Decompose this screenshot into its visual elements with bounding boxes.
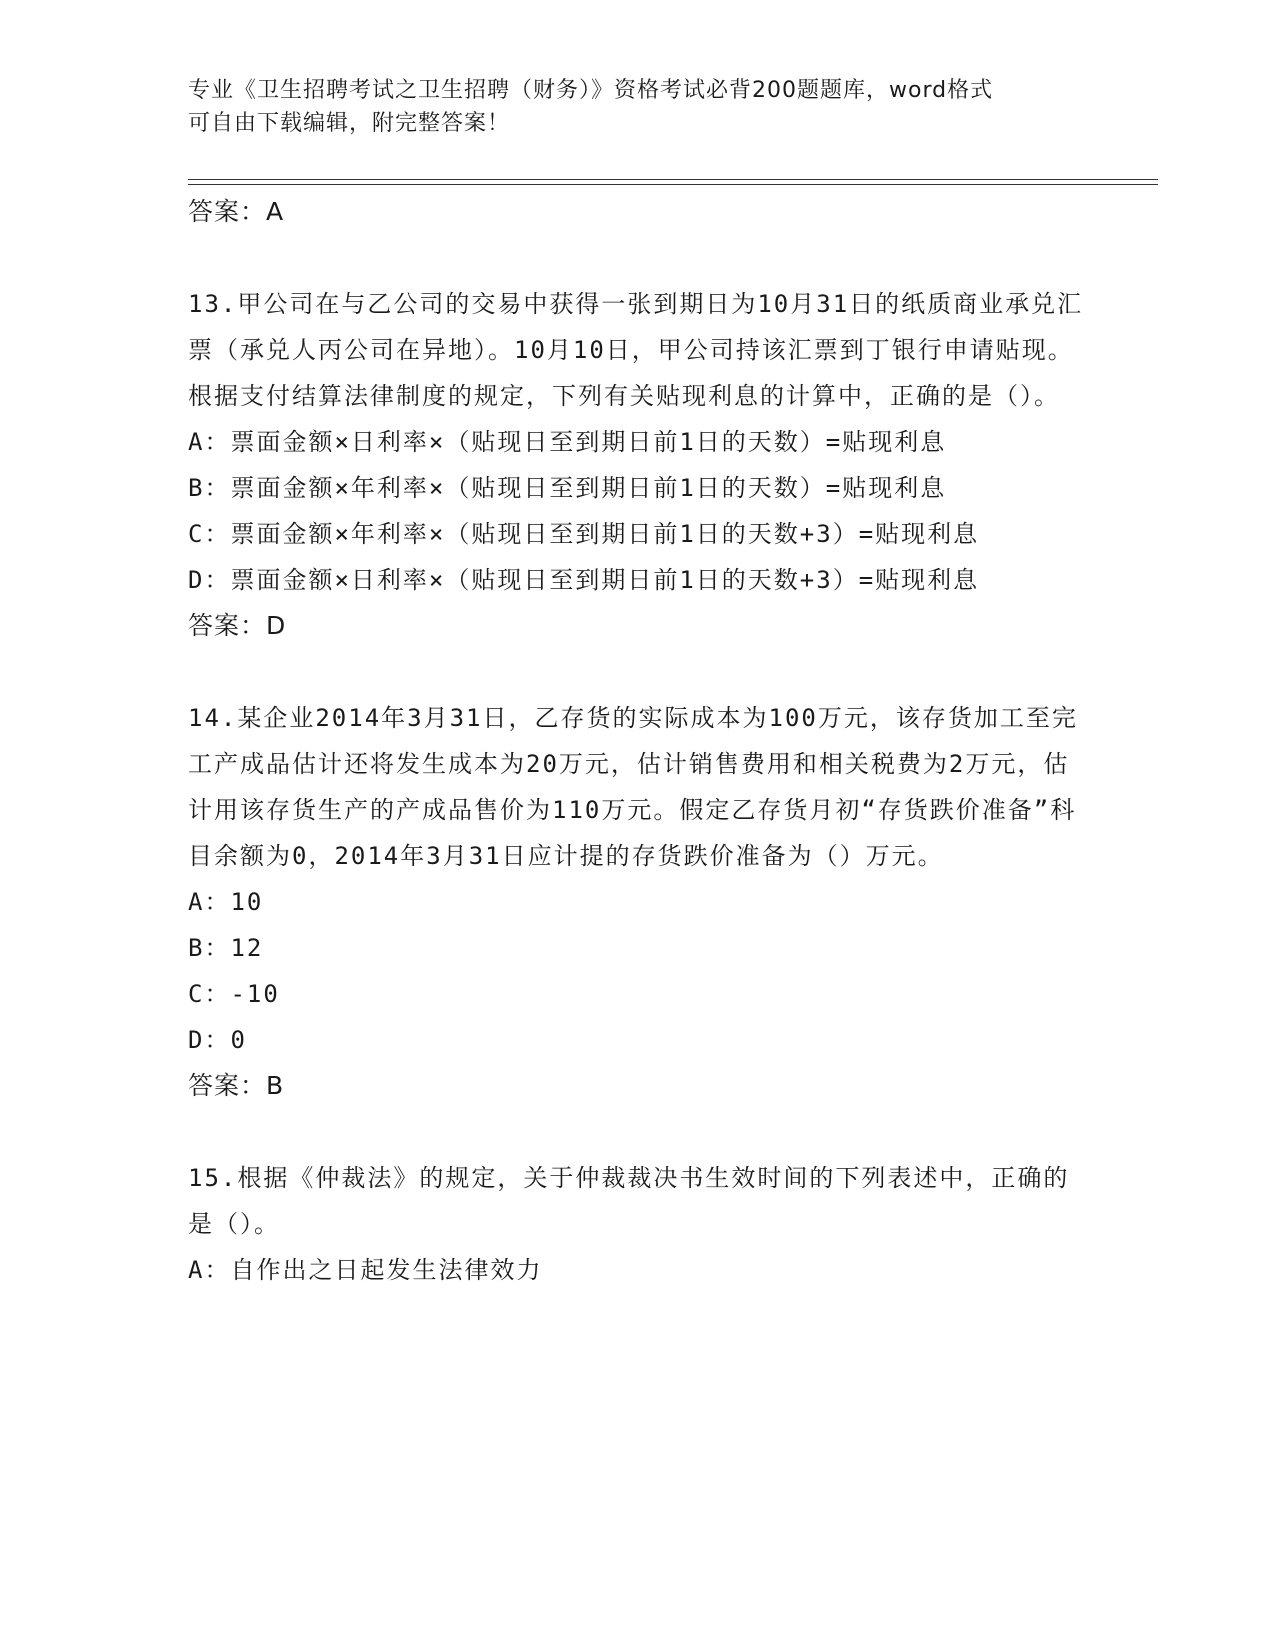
- question-15-option-a: A：自作出之日起发生法律效力: [188, 1256, 543, 1284]
- header-line-1: 专业《卫生招聘考试之卫生招聘（财务）》资格考试必背200题题库，word格式: [188, 78, 994, 103]
- answer-prev: 答案：A: [188, 197, 285, 226]
- question-13: [188, 281, 1088, 649]
- document-header: [188, 74, 1088, 140]
- question-14-answer: 答案：B: [188, 1071, 285, 1100]
- question-14: [188, 695, 1088, 1109]
- header-line-2: 可自由下载编辑，附完整答案！: [188, 111, 511, 136]
- spacer: [188, 235, 1088, 281]
- question-14-option-a: A：10: [188, 888, 264, 916]
- question-14-option-b: B：12: [188, 934, 264, 962]
- question-13-stem: 13.甲公司在与乙公司的交易中获得一张到期日为10月31日的纸质商业承兑汇票（承兑人丙公司在异地）。10月10日，甲公司持该汇票到丁银行申请贴现。根据支付结算法律制度的规定，下列有关贴现利息的计算中，正确的是（）。: [188, 290, 1084, 410]
- question-14-stem: 14.某企业2014年3月31日，乙存货的实际成本为100万元，该存货加工至完工产成品估计还将发生成本为20万元，估计销售费用和相关税费为2万元，估计用该存货生产的产成品售价为110万元。假定乙存货月初“存货跌价准备”科目余额为0，2014年3月31日应计提的存货跌价准备为（）万元。: [188, 704, 1078, 870]
- question-15-stem: 15.根据《仲裁法》的规定，关于仲裁裁决书生效时间的下列表述中，正确的是（）。: [188, 1164, 1070, 1238]
- question-14-option-c: C：-10: [188, 980, 280, 1008]
- question-14-option-d: D：0: [188, 1026, 247, 1054]
- header-rule: [188, 179, 1158, 180]
- question-13-option-d: D：票面金额×日利率×（贴现日至到期日前1日的天数+3）=贴现利息: [188, 566, 980, 594]
- question-13-option-c: C：票面金额×年利率×（贴现日至到期日前1日的天数+3）=贴现利息: [188, 520, 980, 548]
- question-15: [188, 1155, 1088, 1293]
- spacer: [188, 1109, 1088, 1155]
- document-body: [188, 189, 1088, 1293]
- question-13-option-a: A：票面金额×日利率×（贴现日至到期日前1日的天数）=贴现利息: [188, 428, 947, 456]
- question-13-answer: 答案：D: [188, 611, 287, 640]
- spacer: [188, 649, 1088, 695]
- header-rule-secondary: [188, 184, 1158, 185]
- question-13-option-b: B：票面金额×年利率×（贴现日至到期日前1日的天数）=贴现利息: [188, 474, 947, 502]
